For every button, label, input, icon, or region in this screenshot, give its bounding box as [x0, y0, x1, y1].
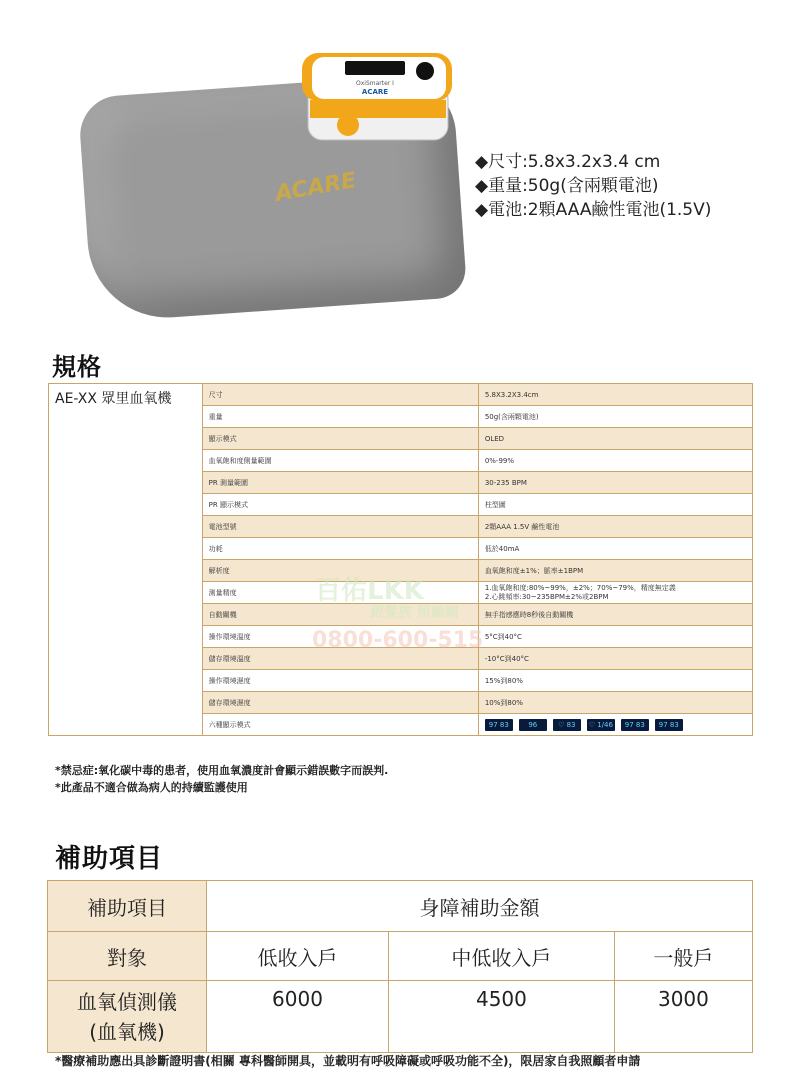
spec-value: 柱型圖	[478, 494, 752, 516]
watermark-phone: 0800-600-515	[312, 628, 484, 653]
device-logo: ACARE	[361, 88, 389, 96]
subsidy-footer-note: *醫療補助應出具診斷證明書(相關 專科醫師開具，並載明有呼吸障礙或呼吸功能不全)，限居家自我照顧者申請	[55, 1054, 641, 1068]
display-mode-screen: 97 83	[485, 719, 513, 731]
spec-value: 血氧飽和度±1%；脈率±1BPM	[478, 560, 752, 582]
spec-value: 0%-99%	[478, 450, 752, 472]
column-low-income: 低收入戶	[207, 932, 389, 981]
pulse-oximeter-image	[300, 45, 460, 150]
spec-key: 尺寸	[202, 384, 478, 406]
watermark-brand: 百佑LKK	[315, 576, 424, 606]
display-mode-screen: 96	[519, 719, 547, 731]
spec-value: 10%到80%	[478, 692, 752, 714]
spec-value-accuracy	[478, 582, 752, 604]
table-row	[49, 384, 753, 406]
product-spec-list	[475, 150, 711, 222]
subsidy-header-right: 身障補助金額	[207, 881, 753, 932]
spec-key: PR 測量範圍	[202, 472, 478, 494]
device-brand: OxiSmarter I	[356, 80, 394, 87]
pouch-logo: ACARE	[273, 168, 359, 207]
display-mode-screen: ♡ 83	[553, 719, 581, 731]
spec-key: 測量精度	[202, 582, 478, 604]
spec-value: OLED	[478, 428, 752, 450]
spec-key: 功耗	[202, 538, 478, 560]
note-monitoring: *此產品不適合做為病人的持續監護使用	[55, 781, 248, 794]
spec-key: 血氧飽和度側量範圍	[202, 450, 478, 472]
spec-key: PR 顯示模式	[202, 494, 478, 516]
spec-notes	[55, 762, 388, 796]
spec-key: 儲存環境溫度	[202, 648, 478, 670]
spec-key: 電池型號	[202, 516, 478, 538]
display-mode-screen: 97 83	[655, 719, 683, 731]
spec-value: -10°C到40°C	[478, 648, 752, 670]
note-contraindication: *禁忌症:氧化碳中毒的患者，使用血氧濃度計會顯示錯誤數字而誤判.	[55, 764, 389, 777]
column-general: 一般戶	[614, 932, 752, 981]
spec-table	[48, 383, 753, 736]
display-modes	[478, 714, 752, 736]
subsidy-item	[48, 981, 207, 1053]
subsidy-header-left: 補助項目	[48, 881, 207, 932]
accuracy-line-1: 1.血氧飽和度:80%~99%，±2%；70%~79%，精度無定義	[484, 583, 676, 592]
amount-low-income: 6000	[207, 981, 389, 1053]
column-mid-low-income: 中低收入戶	[389, 932, 615, 981]
spec-value: 15%到80%	[478, 670, 752, 692]
spec-value: 5.8X3.2X3.4cm	[478, 384, 752, 406]
spec-key: 自動關機	[202, 604, 478, 626]
display-mode-screen: ♡ 1/46	[588, 720, 613, 729]
spec-section-title: 規格	[52, 353, 102, 381]
spec-value: 2顆AAA 1.5V 鹼性電池	[478, 516, 752, 538]
spec-value: 30-235 BPM	[478, 472, 752, 494]
spec-value: 低於40mA	[478, 538, 752, 560]
amount-general: 3000	[614, 981, 752, 1053]
spec-key: 儲存環境濕度	[202, 692, 478, 714]
spec-key: 六種顯示模式	[202, 714, 478, 736]
target-label: 對象	[48, 932, 207, 981]
accuracy-line-2: 2.心跳頻率:30~235BPM±2%或2BPM	[484, 592, 609, 601]
spec-weight: ◆重量:50g(含兩顆電池)	[475, 176, 659, 196]
spec-value: 無手指感應時8秒後自動關機	[478, 604, 752, 626]
spec-key: 操作環境濕度	[202, 670, 478, 692]
watermark-sub: 銀髮族 照顧網	[370, 605, 459, 621]
item-line-2: (血氧機)	[89, 1020, 165, 1044]
display-mode-screen: 97 83	[621, 719, 649, 731]
subsidy-table	[47, 880, 753, 1053]
subsidy-section-title: 補助項目	[55, 844, 164, 874]
amount-mid-low-income: 4500	[389, 981, 615, 1053]
model-name: AE-XX 眾里血氧機	[49, 384, 203, 736]
item-line-1: 血氧偵測儀	[77, 990, 177, 1014]
spec-size: ◆尺寸:5.8x3.2x3.4 cm	[475, 152, 661, 172]
spec-value: 50g(含兩顆電池)	[478, 406, 752, 428]
spec-key: 重量	[202, 406, 478, 428]
spec-key: 操作環境溫度	[202, 626, 478, 648]
spec-battery: ◆電池:2顆AAA鹼性電池(1.5V)	[475, 200, 712, 220]
spec-key: 解析度	[202, 560, 478, 582]
spec-key: 顯示模式	[202, 428, 478, 450]
spec-value: 5°C到40°C	[478, 626, 752, 648]
